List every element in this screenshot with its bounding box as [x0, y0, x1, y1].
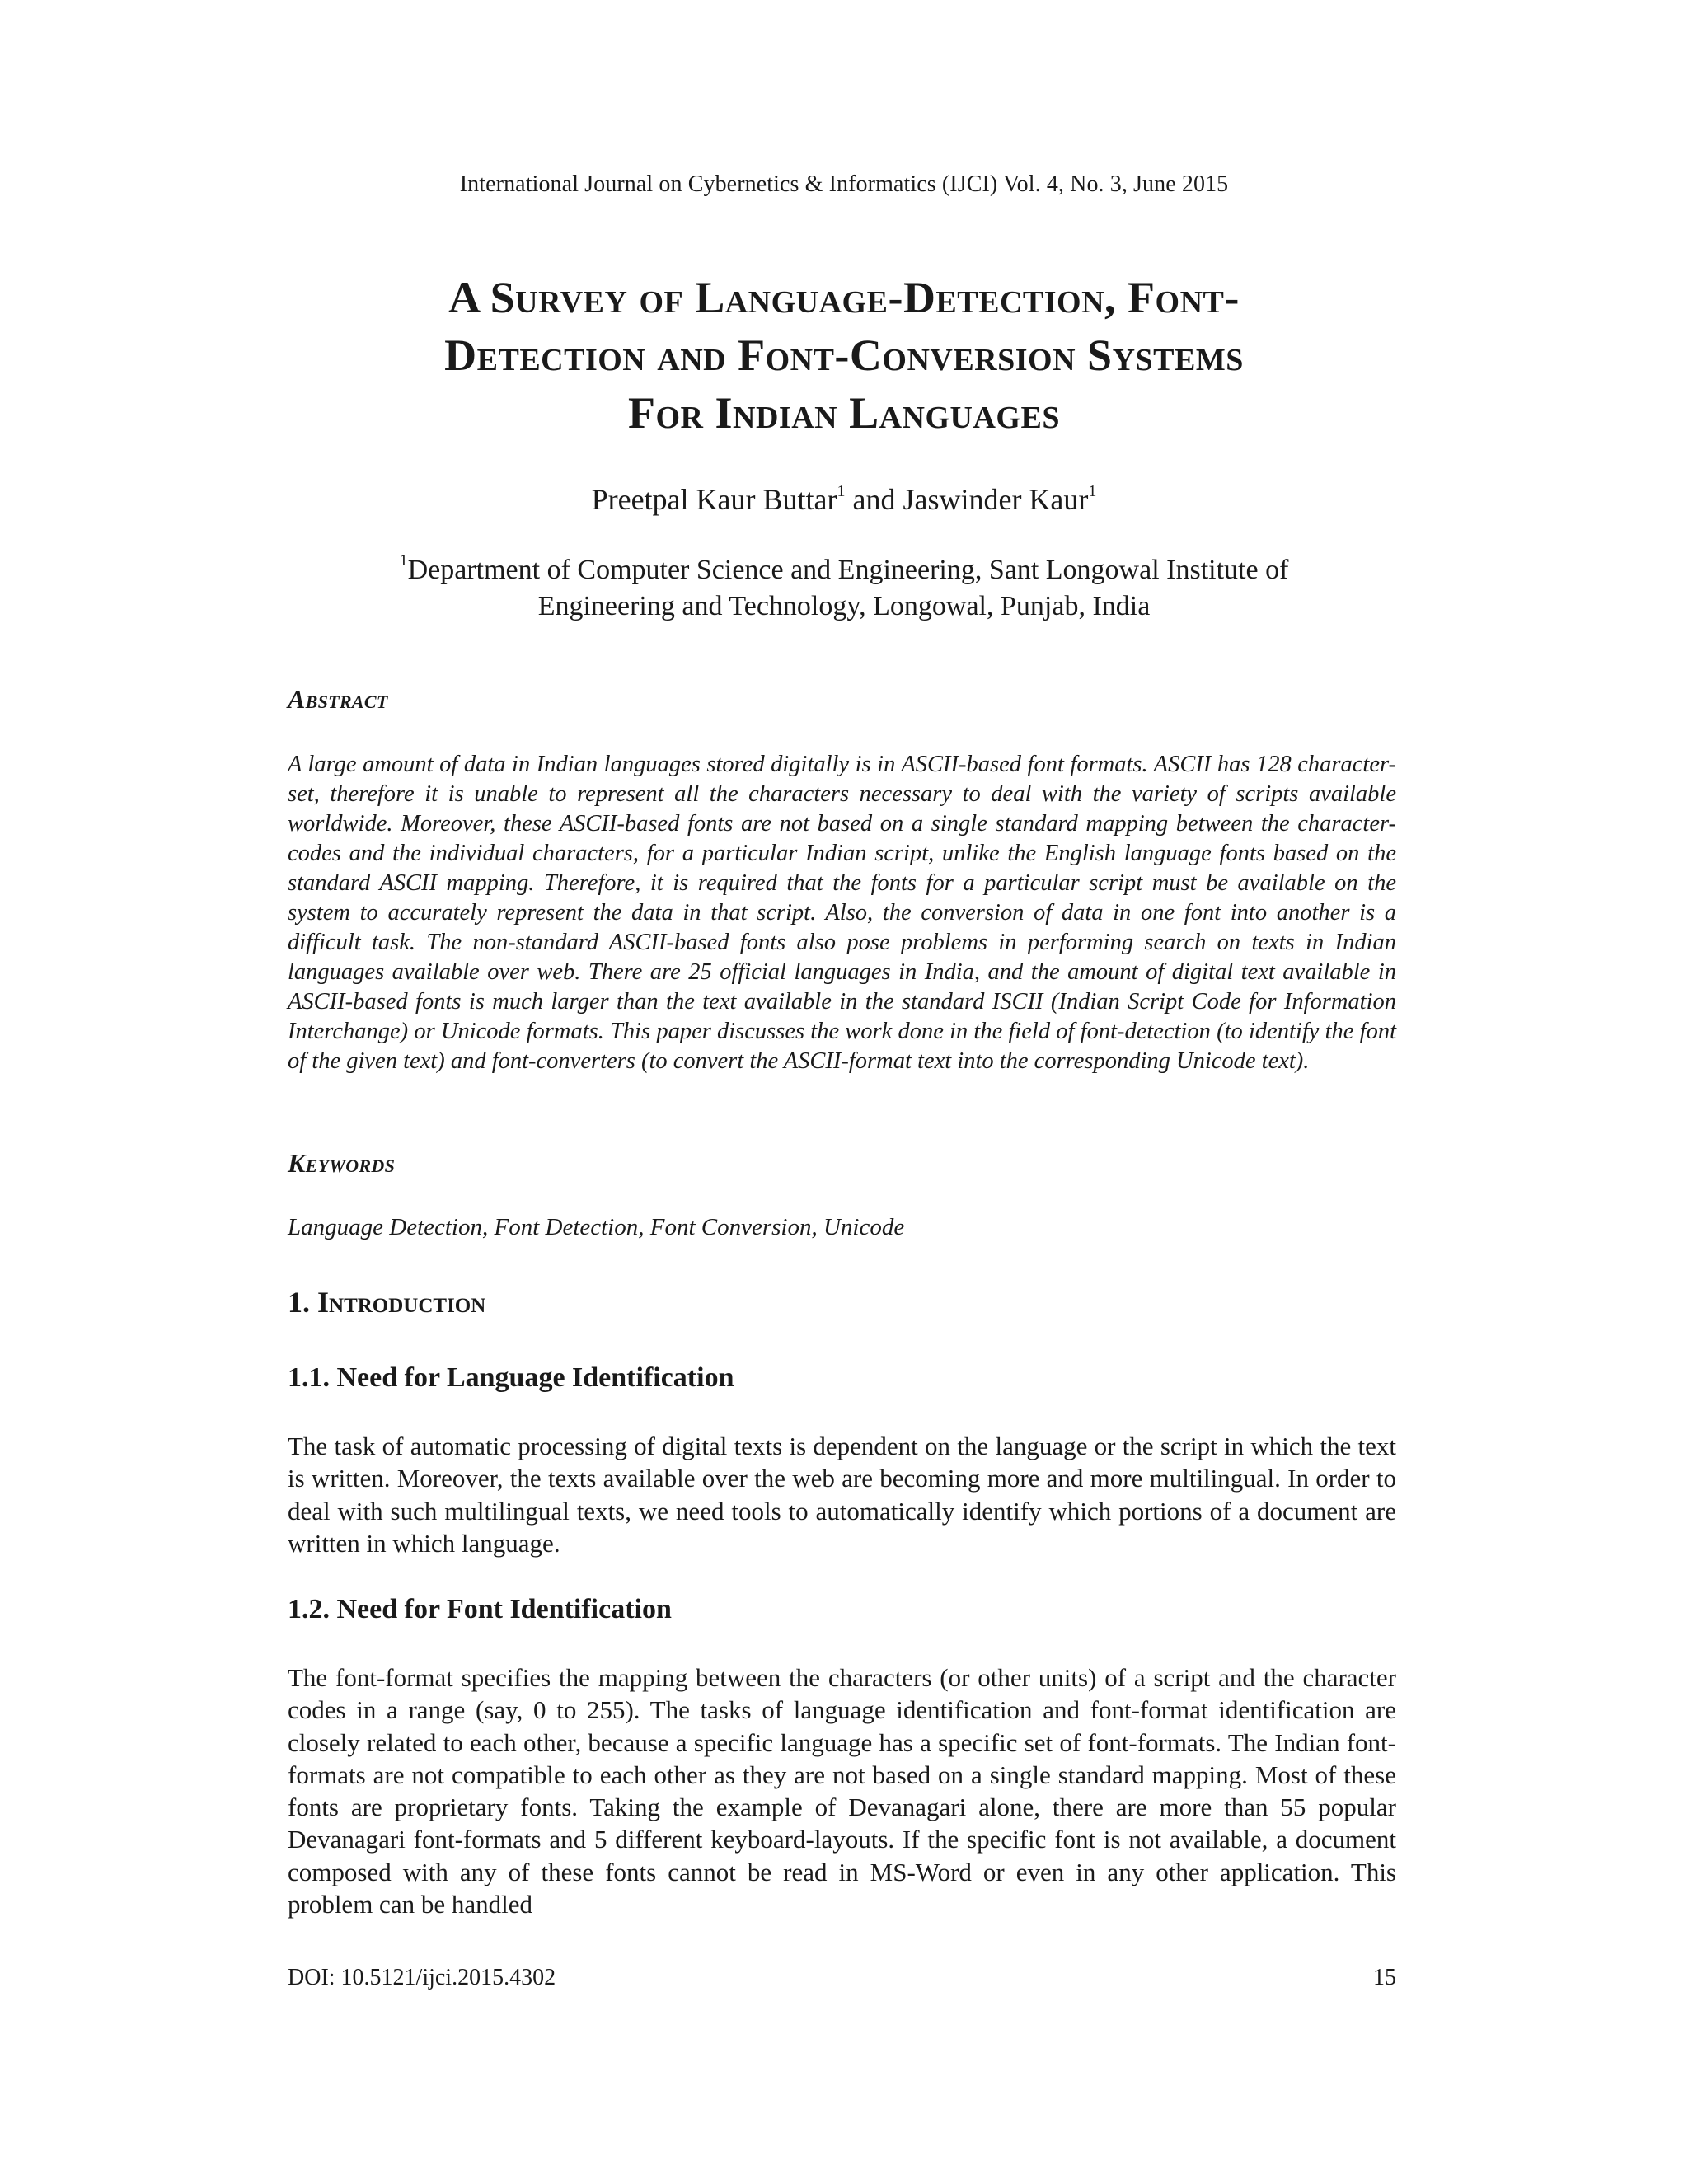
affiliation-mark: 1 — [399, 551, 408, 569]
title-line: Detection and Font-Conversion Systems — [444, 330, 1244, 380]
keywords-text: Language Detection, Font Detection, Font Conversion, Unicode — [288, 1214, 905, 1240]
affiliation-line: Department of Computer Science and Engineering, Sant Longowal Institute of — [407, 555, 1289, 585]
title-line: For Indian Languages — [628, 388, 1060, 438]
body-paragraph: The font-format specifies the mapping between the characters (or other units) of a script and the character codes in a range (say, 0 to 255). The tasks of language identification and font-format identification are closely related to each other, because a specific language has a specific set of font-formats. The Indian font-formats are not compatible to each other as they are not based on a single standard mapping. Most of these fonts are proprietary fonts. Taking the example of Devanagari alone, there are more than 55 popular Devanagari font-formats and 5 different keyboard-layouts. If the specific font is not available, a document composed with any of these fonts cannot be read in MS-Word or even in any other application. This problem can be handled — [288, 1663, 1396, 1919]
subsection-heading: 1.2. Need for Font Identification — [288, 1594, 672, 1624]
keywords-heading: Keywords — [288, 1148, 396, 1178]
footer-doi: DOI: 10.5121/ijci.2015.4302 — [288, 1965, 556, 1990]
affiliation — [247, 552, 1441, 625]
subsection-heading: 1.1. Need for Language Identification — [288, 1362, 734, 1393]
affiliation-line: Engineering and Technology, Longowal, Punjab, India — [537, 591, 1151, 621]
author-list — [0, 482, 1688, 517]
author-affiliation-mark: 1 — [837, 482, 846, 500]
section-heading: 1. Introduction — [288, 1286, 486, 1319]
abstract-heading: Abstract — [288, 684, 388, 714]
abstract-text: A large amount of data in Indian languages stored digitally is in ASCII-based font formats. ASCII has 128 character-set, therefore it is unable to represent all the characters necessary to deal with the variety of scripts available worldwide. Moreover, these ASCII-based fonts are not based on a single standard mapping between the character-codes and the individual characters, for a particular Indian script, unlike the English language fonts based on the standard ASCII mapping. Therefore, it is required that the fonts for a particular script must be available on the system to accurately represent the data in that script. Also, the conversion of data in one font into another is a difficult task. The non-standard ASCII-based fonts also pose problems in performing search on texts in Indian languages available over web. There are 25 official languages in India, and the amount of digital text available in ASCII-based fonts is much larger than the text available in the standard ISCII (Indian Script Code for Information Interchange) or Unicode formats. This paper discusses the work done in the field of font-detection (to identify the font of the given text) and font-converters (to convert the ASCII-format text into the corresponding Unicode text). — [288, 752, 1396, 1074]
running-head: International Journal on Cybernetics & Informatics (IJCI) Vol. 4, No. 3, June 2015 — [459, 171, 1229, 197]
author-name: Preetpal Kaur Buttar — [591, 483, 837, 516]
title-line: A Survey of Language-Detection, Font- — [448, 273, 1240, 322]
author-affiliation-mark: 1 — [1088, 482, 1097, 500]
paper-title — [247, 269, 1441, 442]
author-connector: and — [845, 483, 903, 516]
page-number: 15 — [1373, 1965, 1396, 1990]
author-name: Jaswinder Kaur — [903, 483, 1089, 516]
body-paragraph: The task of automatic processing of digital texts is dependent on the language or the script in which the text is written. Moreover, the texts available over the web are becoming more and more multilingual. In order to deal with such multilingual texts, we need tools to automatically identify which portions of a document are written in which language. — [288, 1432, 1396, 1558]
